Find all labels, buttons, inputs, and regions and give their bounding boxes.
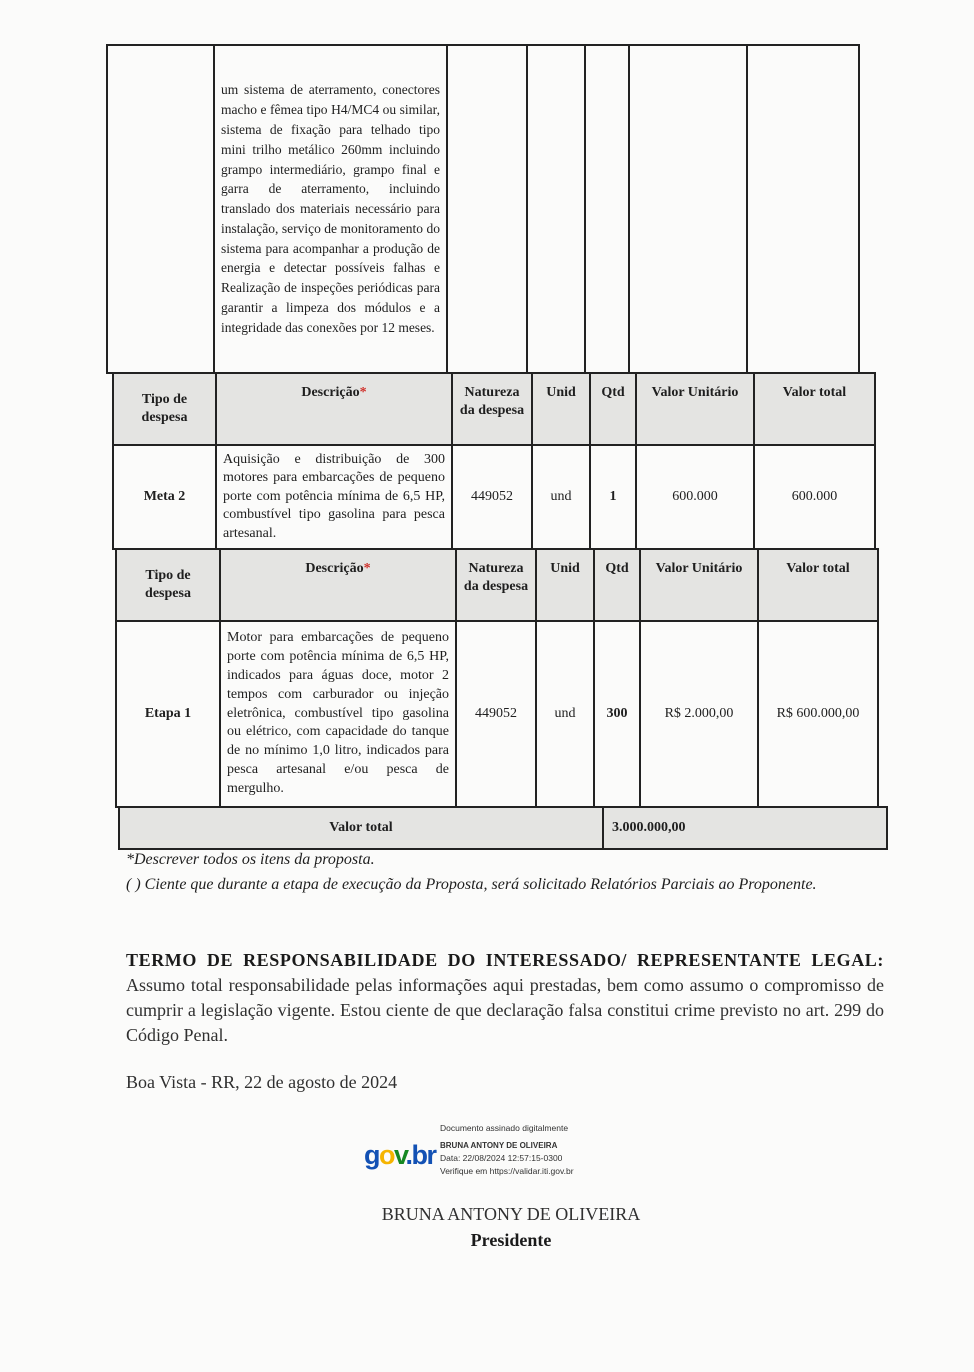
descricao-cell: Aquisição e distribuição de 300 motores para embarcações de pequeno porte com potência mínima de 6,5 HP, combustível tipo gasolina para pesca artesanal.	[216, 445, 452, 549]
header-descricao-label: Descrição	[301, 385, 360, 400]
header-qtd: Qtd	[590, 373, 636, 445]
table-row	[113, 445, 875, 549]
item-table-continuation	[106, 44, 860, 374]
digital-signature-stamp	[362, 1122, 622, 1182]
date-line: Boa Vista - RR, 22 de agosto de 2024	[126, 1072, 398, 1092]
header-valor-unitario: Valor Unitário	[640, 549, 758, 621]
valor-unitario-cell: 600.000	[636, 445, 754, 549]
header-descricao	[216, 373, 452, 445]
header-natureza: Natureza da despesa	[456, 549, 536, 621]
stamp-text	[440, 1122, 574, 1178]
qtd-cell: 300	[594, 621, 640, 807]
natureza-cell: 449052	[456, 621, 536, 807]
meta-table	[112, 372, 876, 550]
continuation-description: um sistema de aterramento, conectores macho e fêmea tipo H4/MC4 ou similar, sistema de fixação para telhado tipo mini trilho metálico 260mm incluindo grampo intermediário, grampo final e garra de aterramento, incluindo translado dos materiais necessário para instalação, serviço de monitoramento do sistema para acompanhar a produção de energia e detectar possíveis falhas e Realização de inspeções periódicas para garantir a limpeza dos módulos e a integridade das conexões por 12 meses.	[214, 45, 447, 373]
valor-total-cell: R$ 600.000,00	[758, 621, 878, 807]
empty-cell	[585, 45, 629, 373]
unid-cell: und	[536, 621, 594, 807]
table-row	[116, 621, 878, 807]
tipo-cell: Etapa 1	[116, 621, 220, 807]
header-natureza: Natureza da despesa	[452, 373, 532, 445]
total-table	[118, 806, 888, 850]
note-ciente: ( ) Ciente que durante a etapa de execução da Proposta, será solicitado Relatórios Parciais ao Proponente.	[126, 876, 817, 893]
empty-cell	[629, 45, 747, 373]
signer-role: Presidente	[470, 1230, 552, 1250]
signer-name: BRUNA ANTONY DE OLIVEIRA	[381, 1204, 641, 1224]
header-tipo: Tipo de despesa	[113, 373, 216, 445]
etapa-table	[115, 548, 879, 808]
header-valor-total: Valor total	[758, 549, 878, 621]
header-valor-total: Valor total	[754, 373, 875, 445]
termo-paragraph	[126, 948, 884, 1048]
govbr-logo: gov.br	[364, 1140, 436, 1170]
total-label: Valor total	[119, 807, 603, 849]
header-unid: Unid	[536, 549, 594, 621]
stamp-signer: BRUNA ANTONY DE OLIVEIRA	[440, 1141, 558, 1150]
required-asterisk: *	[363, 561, 371, 576]
empty-cell	[747, 45, 859, 373]
note-describe-items: *Descrever todos os itens da proposta.	[126, 851, 375, 868]
empty-cell	[527, 45, 585, 373]
stamp-line1: Documento assinado digitalmente	[440, 1123, 569, 1133]
empty-cell	[107, 45, 214, 373]
header-qtd: Qtd	[594, 549, 640, 621]
natureza-cell: 449052	[452, 445, 532, 549]
header-tipo: Tipo de despesa	[116, 549, 220, 621]
header-descricao-label: Descrição	[305, 561, 364, 576]
termo-body: Assumo total responsabilidade pelas informações aqui prestadas, bem como assumo o compromisso de cumprir a legislação vigente. Estou ciente de que declaração falsa constitui crime previsto no art. 299 do Código Penal.	[126, 975, 884, 1045]
header-unid: Unid	[532, 373, 590, 445]
required-asterisk: *	[359, 385, 367, 400]
valor-total-cell: 600.000	[754, 445, 875, 549]
unid-cell: und	[532, 445, 590, 549]
empty-cell	[447, 45, 527, 373]
header-descricao	[220, 549, 456, 621]
termo-title: TERMO DE RESPONSABILIDADE DO INTERESSADO/ REPRESENTANTE LEGAL:	[126, 950, 884, 970]
stamp-verify: Verifique em https://validar.iti.gov.br	[440, 1166, 574, 1176]
total-value: 3.000.000,00	[603, 807, 887, 849]
valor-unitario-cell: R$ 2.000,00	[640, 621, 758, 807]
descricao-cell: Motor para embarcações de pequeno porte com potência mínima de 6,5 HP, indicados para águas doce, motor 2 tempos com carburador ou injeção eletrônica, combustível tipo gasolina ou elétrico, com capacidade do tanque de no mínimo 1,0 litro, indicados para pesca artesanal e/ou pesca de mergulho.	[220, 621, 456, 807]
header-valor-unitario: Valor Unitário	[636, 373, 754, 445]
stamp-date: Data: 22/08/2024 12:57:15-0300	[440, 1153, 563, 1163]
qtd-cell: 1	[590, 445, 636, 549]
tipo-cell: Meta 2	[113, 445, 216, 549]
